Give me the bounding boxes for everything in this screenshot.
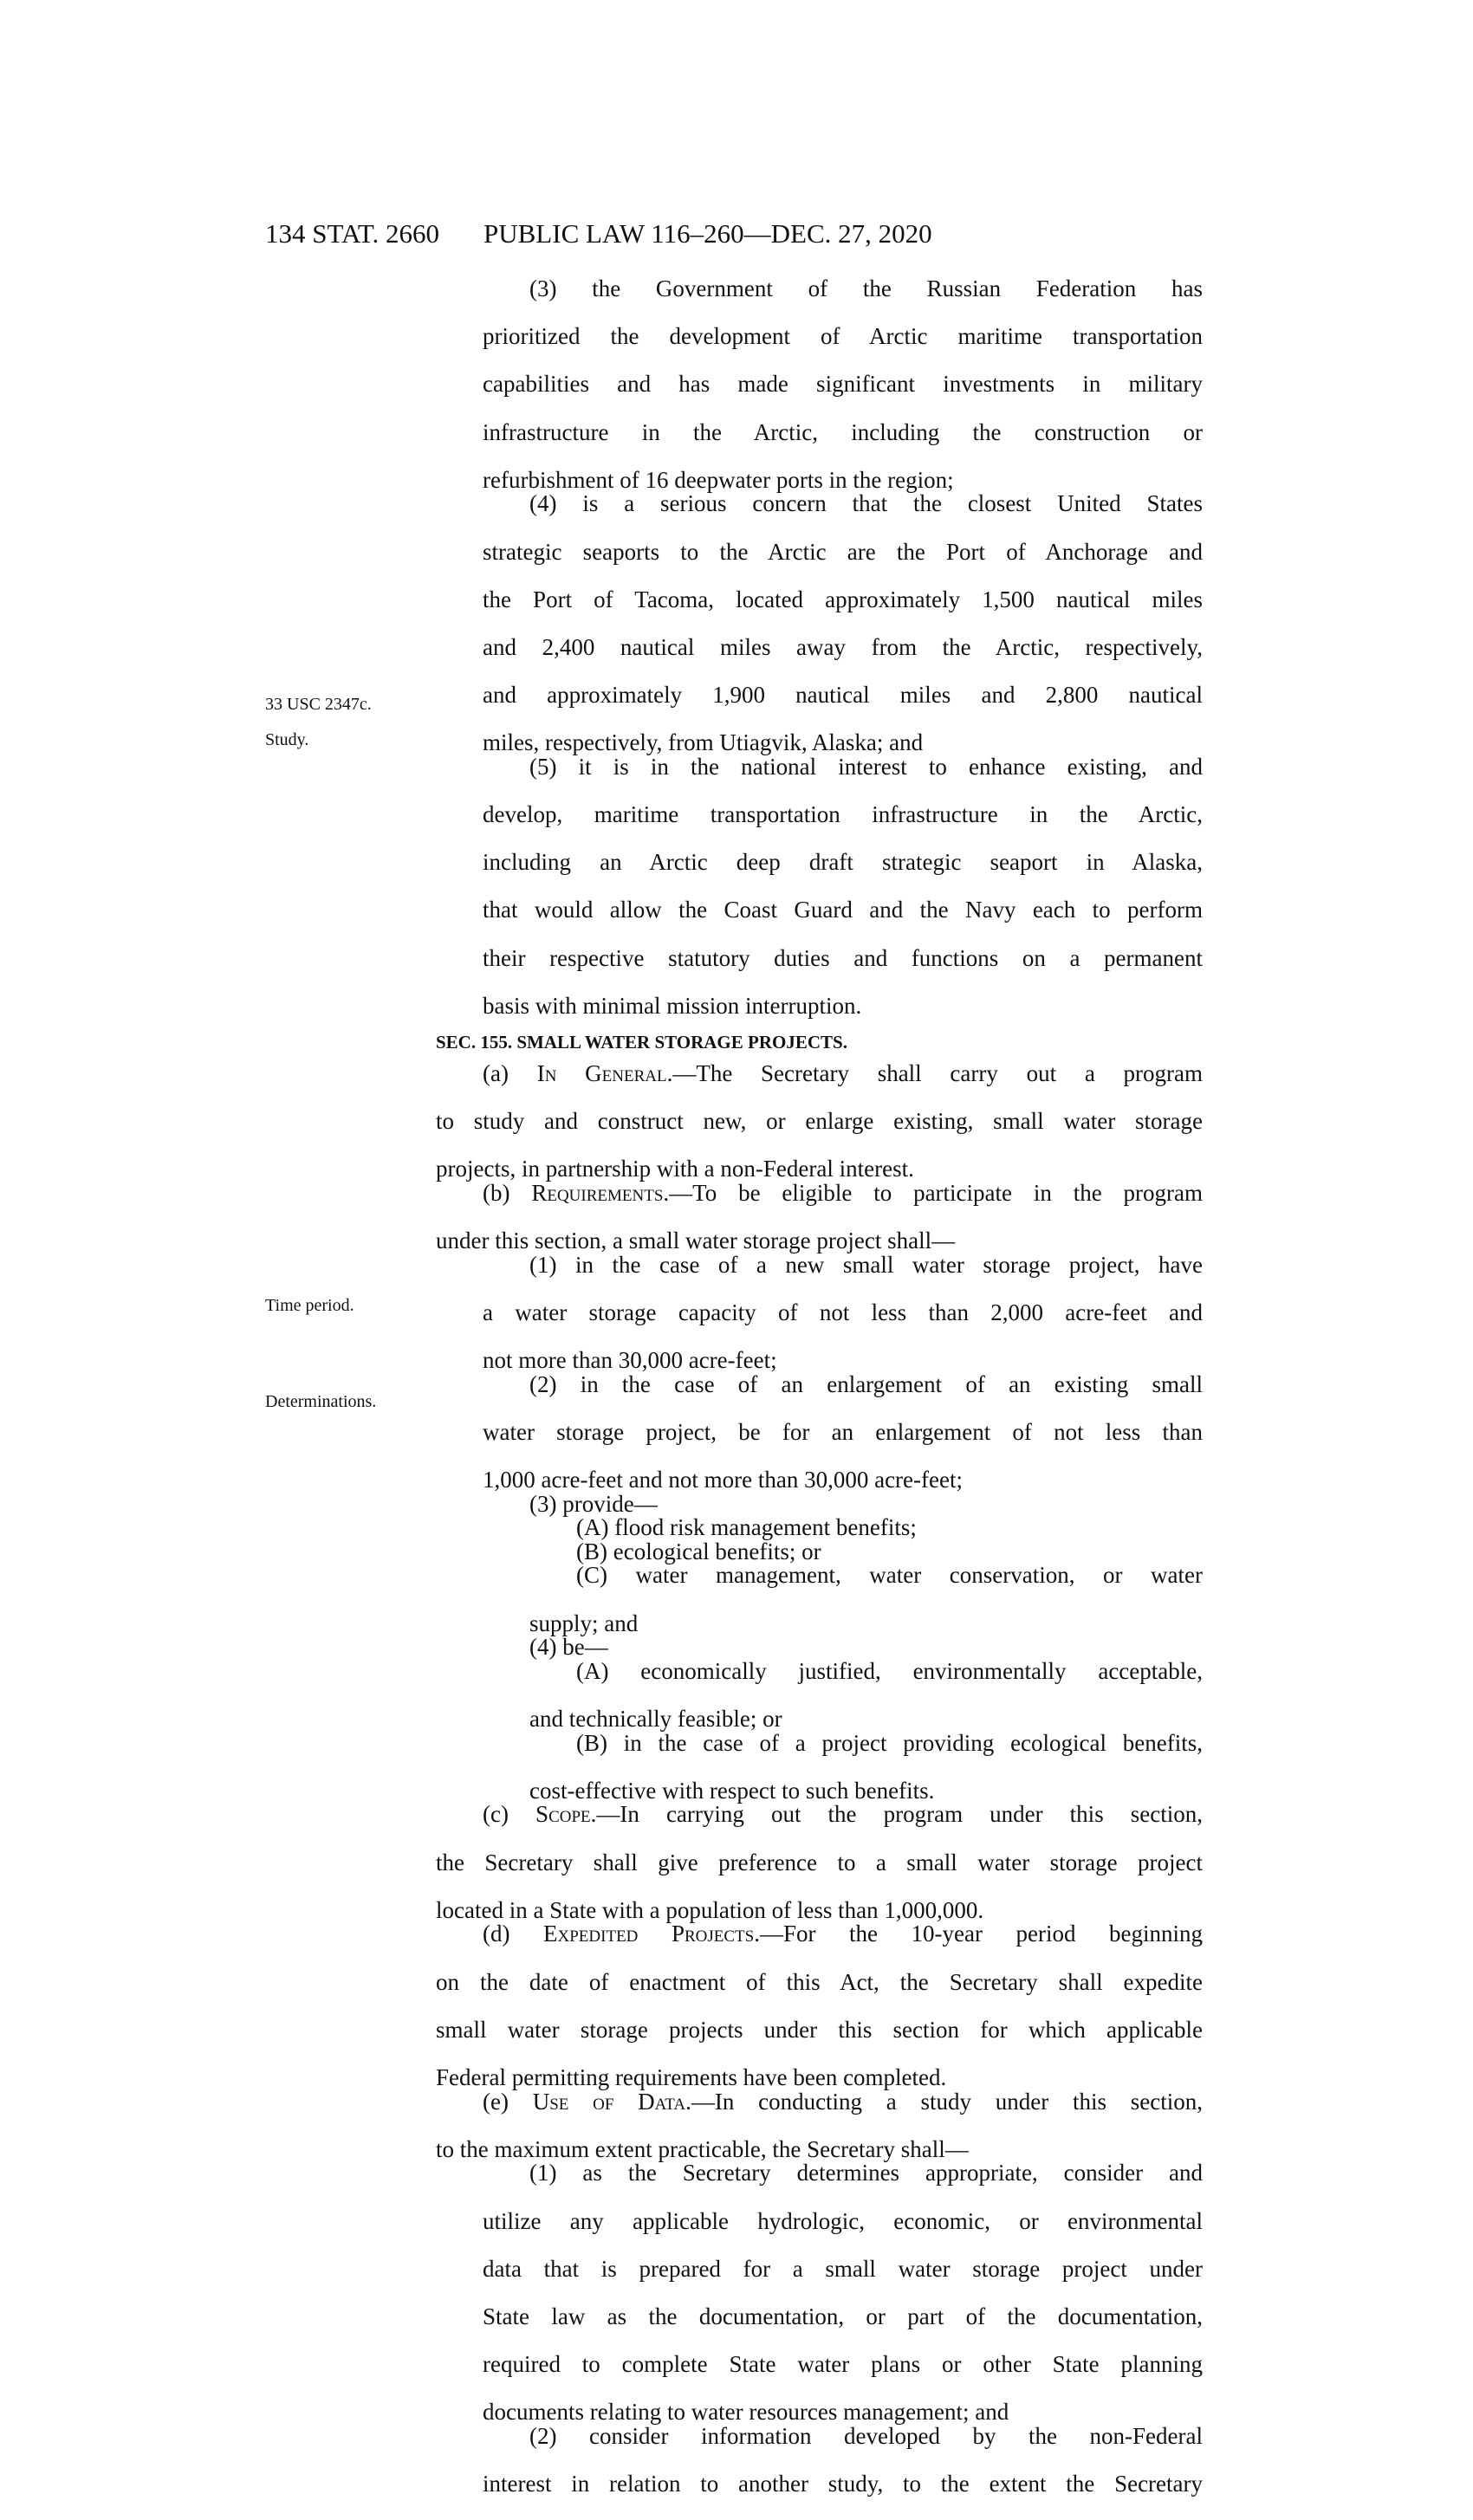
text-line: (2) in the case of an enlargement of an existing small bbox=[529, 1370, 1203, 1397]
text-line: projects, in partnership with a non-Federal interest. bbox=[436, 1156, 914, 1182]
margin-note-determinations: Determinations. bbox=[265, 1392, 377, 1411]
text-line: data that is prepared for a small water storage project under bbox=[483, 2255, 1203, 2282]
text-line: to study and construct new, or enlarge existing, small water storage bbox=[436, 1108, 1203, 1135]
text-line: (d) Expedited Projects.—For the 10-year period beginning bbox=[483, 1921, 1204, 1947]
text-line: under this section, a small water storage project shall— bbox=[436, 1228, 956, 1254]
text-column bbox=[436, 277, 1203, 2520]
text-line: 1,000 acre-feet and not more than 30,000 acre-feet; bbox=[483, 1467, 963, 1493]
text-line: infrastructure in the Arctic, including the construction or bbox=[483, 418, 1203, 445]
text-line: and technically feasible; or bbox=[529, 1706, 782, 1733]
margin-note-time-period: Time period. bbox=[265, 1296, 354, 1315]
text-line: supply; and bbox=[529, 1610, 639, 1636]
subparagraph-b3B: (B) ecological benefits; or bbox=[576, 1538, 821, 1564]
paragraph-b4: (4) be— bbox=[529, 1634, 608, 1661]
margin-note-study: Study. bbox=[265, 730, 309, 749]
paragraph-e1 bbox=[436, 2161, 1203, 2425]
text-line: interest in relation to another study, to the extent the Secretary bbox=[483, 2471, 1203, 2497]
text-line: documents relating to water resources management; and bbox=[483, 2399, 1009, 2426]
text-line: a water storage capacity of not less than 2,000 acre-feet and bbox=[483, 1299, 1203, 1325]
text-line: utilize any applicable hydrologic, economic, or environmental bbox=[483, 2207, 1203, 2234]
subparagraph-b4B bbox=[436, 1729, 1203, 1804]
text-line: (1) in the case of a new small water storage project, have bbox=[529, 1251, 1203, 1278]
subsection-a bbox=[436, 1062, 1203, 1182]
text-line: refurbishment of 16 deepwater ports in the region; bbox=[483, 466, 954, 493]
text-line: (3) the Government of the Russian Federation has bbox=[529, 275, 1203, 301]
paragraph-b2 bbox=[436, 1370, 1203, 1493]
subsection-d-heading: Expedited Projects bbox=[543, 1921, 755, 1947]
finding-5 bbox=[436, 755, 1203, 1019]
text-line: (c) Scope.—In carrying out the program under this section, bbox=[483, 1801, 1203, 1828]
text-line: located in a State with a population of less than 1,000,000. bbox=[436, 1896, 984, 1923]
finding-3 bbox=[436, 277, 1203, 492]
text-line: (4) is a serious concern that the closest United States bbox=[529, 490, 1203, 517]
text-line: the Secretary shall give preference to a small water storage project bbox=[436, 1849, 1203, 1875]
text-line: (a) In General.—The Secretary shall carry out a program bbox=[483, 1060, 1203, 1086]
text-line: cost-effective with respect to such benefits. bbox=[529, 1777, 935, 1804]
subparagraph-b3A: (A) flood risk management benefits; bbox=[576, 1514, 917, 1541]
subparagraph-b4A bbox=[436, 1657, 1203, 1733]
paragraph-e2 bbox=[436, 2422, 1203, 2520]
text-line: (A) economically justified, environmentally acceptable, bbox=[576, 1657, 1203, 1684]
subsection-d bbox=[436, 1922, 1203, 2089]
text-line: develop, maritime transportation infrastructure in the Arctic, bbox=[483, 801, 1203, 828]
margin-note-usc: 33 USC 2347c. bbox=[265, 695, 372, 714]
text-line: including an Arctic deep draft strategic seaport in Alaska, bbox=[483, 849, 1203, 876]
text-line: small water storage projects under this section for which applicable bbox=[436, 2016, 1203, 2043]
paragraph-b3: (3) provide— bbox=[529, 1490, 658, 1517]
text-line: (5) it is in the national interest to enhance existing, and bbox=[529, 753, 1203, 780]
text-line: (1) as the Secretary determines appropriate, consider and bbox=[529, 2160, 1203, 2186]
text-line: not more than 30,000 acre-feet; bbox=[483, 1347, 777, 1374]
subsection-e bbox=[436, 2090, 1203, 2520]
subparagraph-b3C bbox=[436, 1564, 1203, 1636]
text-line: strategic seaports to the Arctic are the Port of Anchorage and bbox=[483, 538, 1203, 565]
text-line: that would allow the Coast Guard and the Navy each to perform bbox=[483, 897, 1203, 923]
text-line: miles, respectively, from Utiagvik, Alaska; and bbox=[483, 729, 924, 756]
text-line: to the maximum extent practicable, the Secretary shall— bbox=[436, 2135, 969, 2162]
text-line: required to complete State water plans or other State planning bbox=[483, 2351, 1203, 2378]
text-line: and approximately 1,900 nautical miles and 2,800 nautical bbox=[483, 682, 1203, 709]
finding-4 bbox=[436, 492, 1203, 755]
text-line: their respective statutory duties and functions on a permanent bbox=[483, 944, 1203, 971]
subsection-b-heading: Requirements bbox=[531, 1179, 664, 1206]
subsection-e-heading: Use of Data bbox=[532, 2088, 686, 2115]
subsection-b bbox=[436, 1179, 1203, 1804]
text-line: water storage project, be for an enlargement of not less than bbox=[483, 1418, 1203, 1445]
text-line: prioritized the development of Arctic maritime transportation bbox=[483, 323, 1203, 350]
subsection-c bbox=[436, 1803, 1203, 1922]
paragraph-b1 bbox=[436, 1251, 1203, 1374]
subsection-a-heading: In General bbox=[536, 1060, 667, 1086]
text-line: (2) consider information developed by the non-Federal bbox=[529, 2422, 1203, 2449]
text-line: the Port of Tacoma, located approximately 1,500 nautical miles bbox=[483, 586, 1203, 612]
text-line: (b) Requirements.—To be eligible to participate in the program bbox=[483, 1179, 1203, 1206]
text-line: on the date of enactment of this Act, the Secretary shall expedite bbox=[436, 1968, 1203, 1995]
text-line: basis with minimal mission interruption. bbox=[483, 992, 862, 1019]
text-line: capabilities and has made significant investments in military bbox=[483, 371, 1203, 398]
text-line: (e) Use of Data.—In conducting a study under this section, bbox=[483, 2088, 1203, 2115]
running-head-title: PUBLIC LAW 116–260—DEC. 27, 2020 bbox=[483, 218, 932, 249]
text-line: and 2,400 nautical miles away from the Arctic, respectively, bbox=[483, 633, 1203, 660]
text-line: (C) water management, water conservation, or water bbox=[576, 1562, 1203, 1589]
text-line: Federal permitting requirements have been completed. bbox=[436, 2063, 947, 2090]
subsection-c-heading: Scope bbox=[535, 1801, 591, 1828]
page-stat-number: 134 STAT. 2660 bbox=[265, 218, 440, 249]
text-line: State law as the documentation, or part of the documentation, bbox=[483, 2303, 1203, 2329]
text-line: (B) in the case of a project providing ecological benefits, bbox=[576, 1729, 1203, 1756]
section-heading: SEC. 155. SMALL WATER STORAGE PROJECTS. bbox=[436, 1032, 847, 1053]
